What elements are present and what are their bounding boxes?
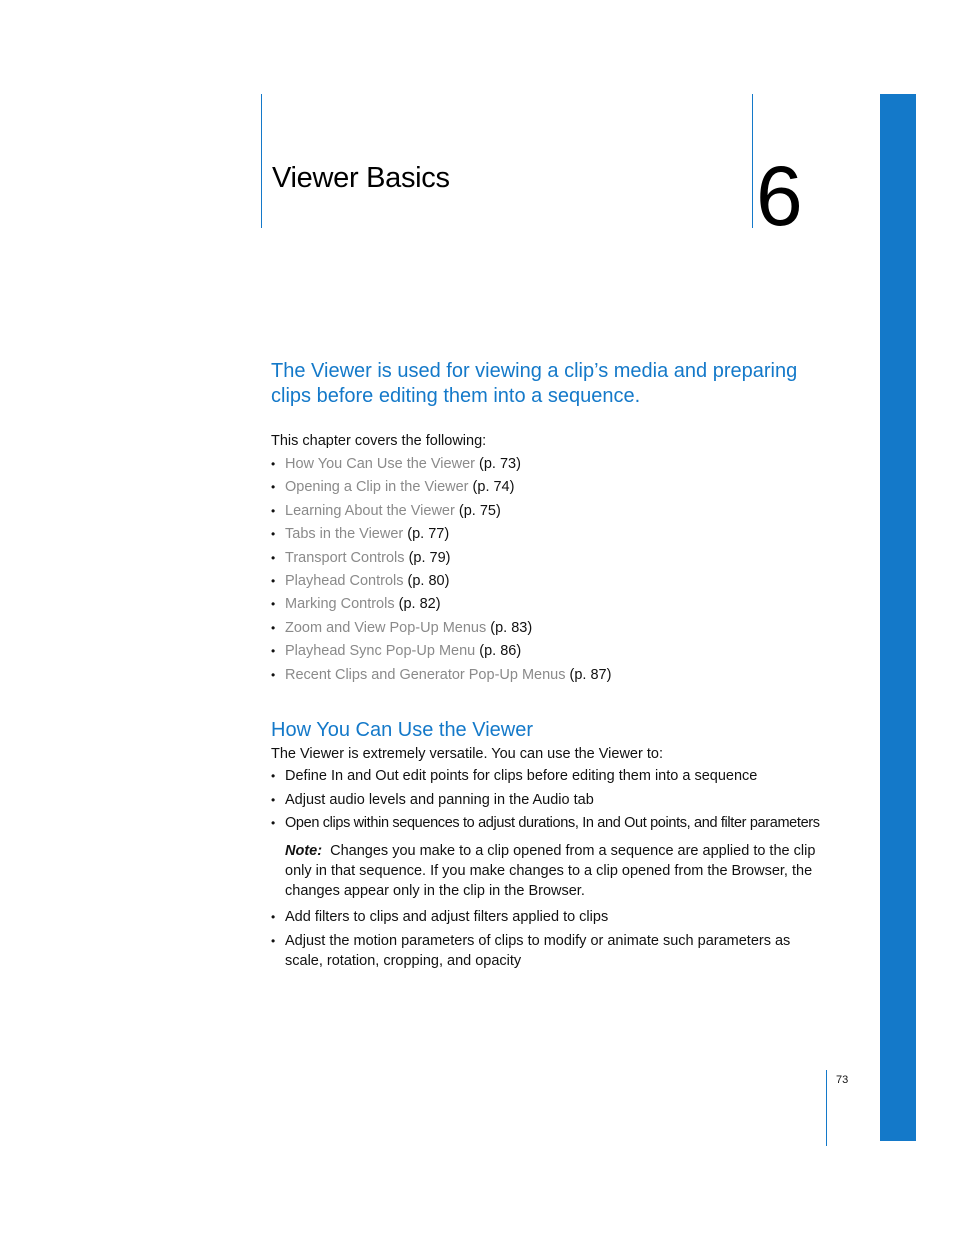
list-item-text: Adjust the motion parameters of clips to modify or animate such parameters as scale, rotation, cropping, and opacity [285, 932, 791, 969]
section-intro: The Viewer is extremely versatile. You can use the Viewer to: [271, 746, 663, 762]
contents-item [271, 476, 831, 499]
contents-item [271, 617, 831, 640]
footer-rule [826, 1070, 827, 1146]
contents-item [271, 664, 831, 687]
contents-link[interactable]: Recent Clips and Generator Pop-Up Menus [285, 666, 566, 683]
contents-item [271, 453, 831, 476]
bullet: • [271, 667, 276, 682]
bullet: • [271, 769, 276, 783]
contents-item [271, 640, 831, 663]
page-number: 73 [836, 1074, 849, 1086]
contents-page-ref: (p. 74) [472, 479, 515, 496]
contents-link[interactable]: Learning About the Viewer [285, 502, 455, 519]
contents-page-ref: (p. 82) [398, 596, 441, 613]
uses-list-continued [271, 907, 831, 974]
contents-label: This chapter covers the following: [271, 433, 487, 449]
bullet: • [271, 792, 276, 807]
contents-page-ref: (p. 80) [407, 572, 450, 589]
chapter-number: 6 [756, 149, 803, 243]
contents-page-ref: (p. 73) [479, 456, 521, 472]
contents-page-ref: (p. 86) [479, 643, 522, 660]
contents-link[interactable]: Playhead Controls [285, 572, 404, 589]
chapter-intro: The Viewer is used for viewing a clip’s media and preparing clips before editing them into a sequence. [271, 360, 798, 407]
list-item [271, 766, 831, 786]
contents-link[interactable]: Marking Controls [285, 596, 395, 613]
contents-item [271, 547, 831, 570]
contents-item [271, 523, 831, 546]
list-item-text: Adjust audio levels and panning in the Audio tab [285, 791, 594, 808]
bullet: • [271, 910, 276, 924]
bullet: • [271, 573, 276, 588]
list-item-text: Define In and Out edit points for clips before editing them into a sequence [285, 768, 758, 784]
bullet: • [271, 620, 276, 635]
bullet: • [271, 550, 276, 565]
bullet: • [271, 480, 276, 495]
note [285, 841, 825, 901]
contents-link[interactable]: Transport Controls [285, 549, 405, 566]
note-text: Changes you make to a clip opened from a sequence are applied to the clip only in that sequence. If you make changes to a clip opened from the Browser, the changes appear only in the clip in the Browser. [285, 843, 816, 899]
contents-link[interactable]: Opening a Clip in the Viewer [285, 479, 469, 496]
bullet: • [271, 503, 276, 518]
header-rule-right [752, 94, 753, 228]
list-item [271, 813, 831, 833]
contents-page-ref: (p. 75) [458, 502, 501, 519]
list-item [271, 790, 831, 810]
contents-page-ref: (p. 87) [569, 666, 612, 683]
uses-list [271, 766, 831, 837]
bullet: • [271, 527, 276, 542]
contents-list [271, 453, 831, 687]
list-item [271, 907, 831, 927]
list-item-text: Add filters to clips and adjust filters applied to clips [285, 909, 609, 925]
bullet: • [271, 597, 276, 612]
contents-page-ref: (p. 83) [490, 619, 533, 636]
contents-page-ref: (p. 79) [408, 549, 451, 566]
bullet: • [271, 457, 276, 471]
contents-link[interactable]: How You Can Use the Viewer [285, 456, 475, 472]
header-rule-left [261, 94, 262, 228]
note-label: Note: [285, 843, 323, 859]
list-item [271, 931, 831, 971]
contents-item [271, 570, 831, 593]
contents-item [271, 593, 831, 616]
list-item-text: Open clips within sequences to adjust durations, In and Out points, and filter parameters [285, 815, 820, 831]
section-heading: How You Can Use the Viewer [271, 719, 534, 741]
contents-link[interactable]: Tabs in the Viewer [285, 526, 404, 543]
contents-page-ref: (p. 77) [407, 526, 450, 543]
contents-link[interactable]: Zoom and View Pop-Up Menus [285, 619, 487, 636]
contents-item [271, 500, 831, 523]
bullet: • [271, 933, 276, 948]
chapter-title: Viewer Basics [272, 162, 450, 194]
chapter-side-tab [880, 94, 916, 1141]
contents-link[interactable]: Playhead Sync Pop-Up Menu [285, 643, 476, 660]
bullet: • [271, 644, 276, 659]
bullet: • [271, 816, 275, 830]
